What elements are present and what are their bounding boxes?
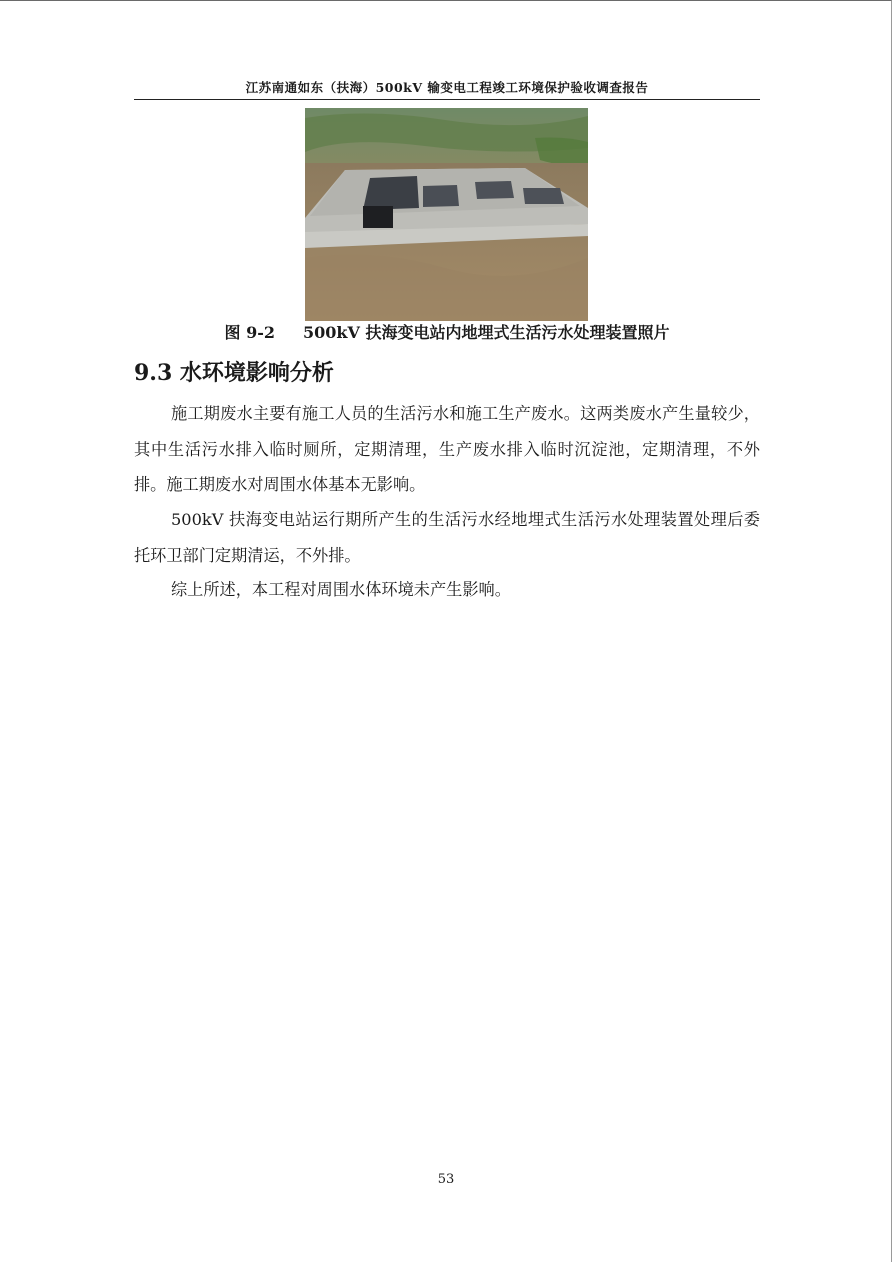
sewage-treatment-photo	[305, 108, 588, 321]
manhole-cover-3	[475, 181, 514, 199]
page-number: 53	[437, 1172, 455, 1187]
paragraph-construction-wastewater: 施工期废水主要有施工人员的生活污水和施工生产废水。这两类废水产生量较少，其中生活污水排入临时厕所，定期清理，生产废水排入临时沉淀池，定期清理，不外排。施工期废水对周围水体基本无影响。	[134, 404, 760, 494]
running-header: 江苏南通如东（扶海）500kV 输变电工程竣工环境保护验收调查报告	[245, 80, 649, 95]
manhole-cover-large	[363, 176, 419, 210]
figure-caption-text: 500kV 扶海变电站内地埋式生活污水处理装置照片	[303, 323, 670, 342]
figure-caption	[134, 320, 760, 343]
manhole-cover-2	[423, 185, 459, 207]
figure-label: 图 9-2	[224, 323, 275, 342]
manhole-cover-4	[523, 188, 564, 204]
paragraph-conclusion: 综上所述，本工程对周围水体环境未产生影响。	[171, 580, 511, 599]
open-access-hatch	[363, 206, 393, 228]
header-rule	[134, 99, 760, 100]
paragraph-operation-wastewater: 500kV 扶海变电站运行期所产生的生活污水经地埋式生活污水处理装置处理后委托环卫部门定期清运，不外排。	[134, 510, 760, 565]
section-heading: 9.3 水环境影响分析	[134, 360, 334, 386]
